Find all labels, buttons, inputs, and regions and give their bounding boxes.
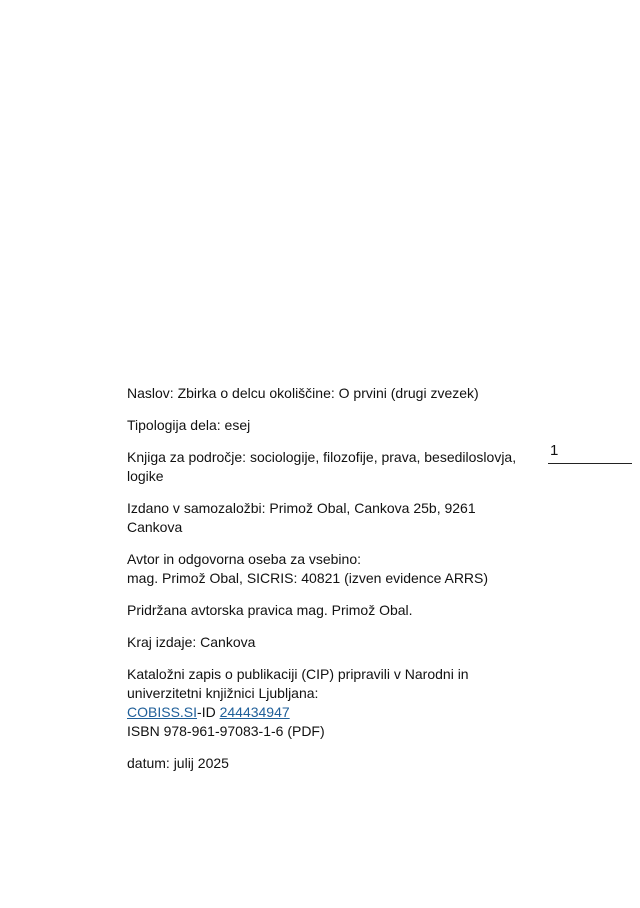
copyright-line: Pridržana avtorska pravica mag. Primož Obal. <box>127 602 413 618</box>
place-line: Kraj izdaje: Cankova <box>127 634 256 650</box>
colophon <box>127 384 527 773</box>
isbn-line: ISBN 978-961-97083-1-6 (PDF) <box>127 723 325 739</box>
cobiss-link[interactable]: COBISS.SI <box>127 704 198 720</box>
author-value: mag. Primož Obal, SICRIS: 40821 (izven evidence ARRS) <box>127 570 489 586</box>
cip-block <box>127 665 527 741</box>
cobiss-suffix: -ID <box>197 704 220 720</box>
title-line: Naslov: Zbirka o delcu okoliščine: O prvini (drugi zvezek) <box>127 385 479 401</box>
author-label: Avtor in odgovorna oseba za vsebino: <box>127 551 362 567</box>
date-line: datum: julij 2025 <box>127 755 229 771</box>
cobiss-line <box>127 703 527 722</box>
field-line: Knjiga za področje: sociologije, filozofije, prava, besediloslovja, logike <box>127 449 517 484</box>
page-number: 1 <box>548 441 632 464</box>
cip-text: Kataložni zapis o publikaciji (CIP) pripravili v Narodni in univerzitetni knjižnici Ljubljana: <box>127 666 469 701</box>
author-block <box>127 550 527 588</box>
cobiss-id-link[interactable]: 244434947 <box>219 704 290 720</box>
publisher-line: Izdano v samozaložbi: Primož Obal, Cankova 25b, 9261 Cankova <box>127 500 476 535</box>
typology-line: Tipologija dela: esej <box>127 417 251 433</box>
